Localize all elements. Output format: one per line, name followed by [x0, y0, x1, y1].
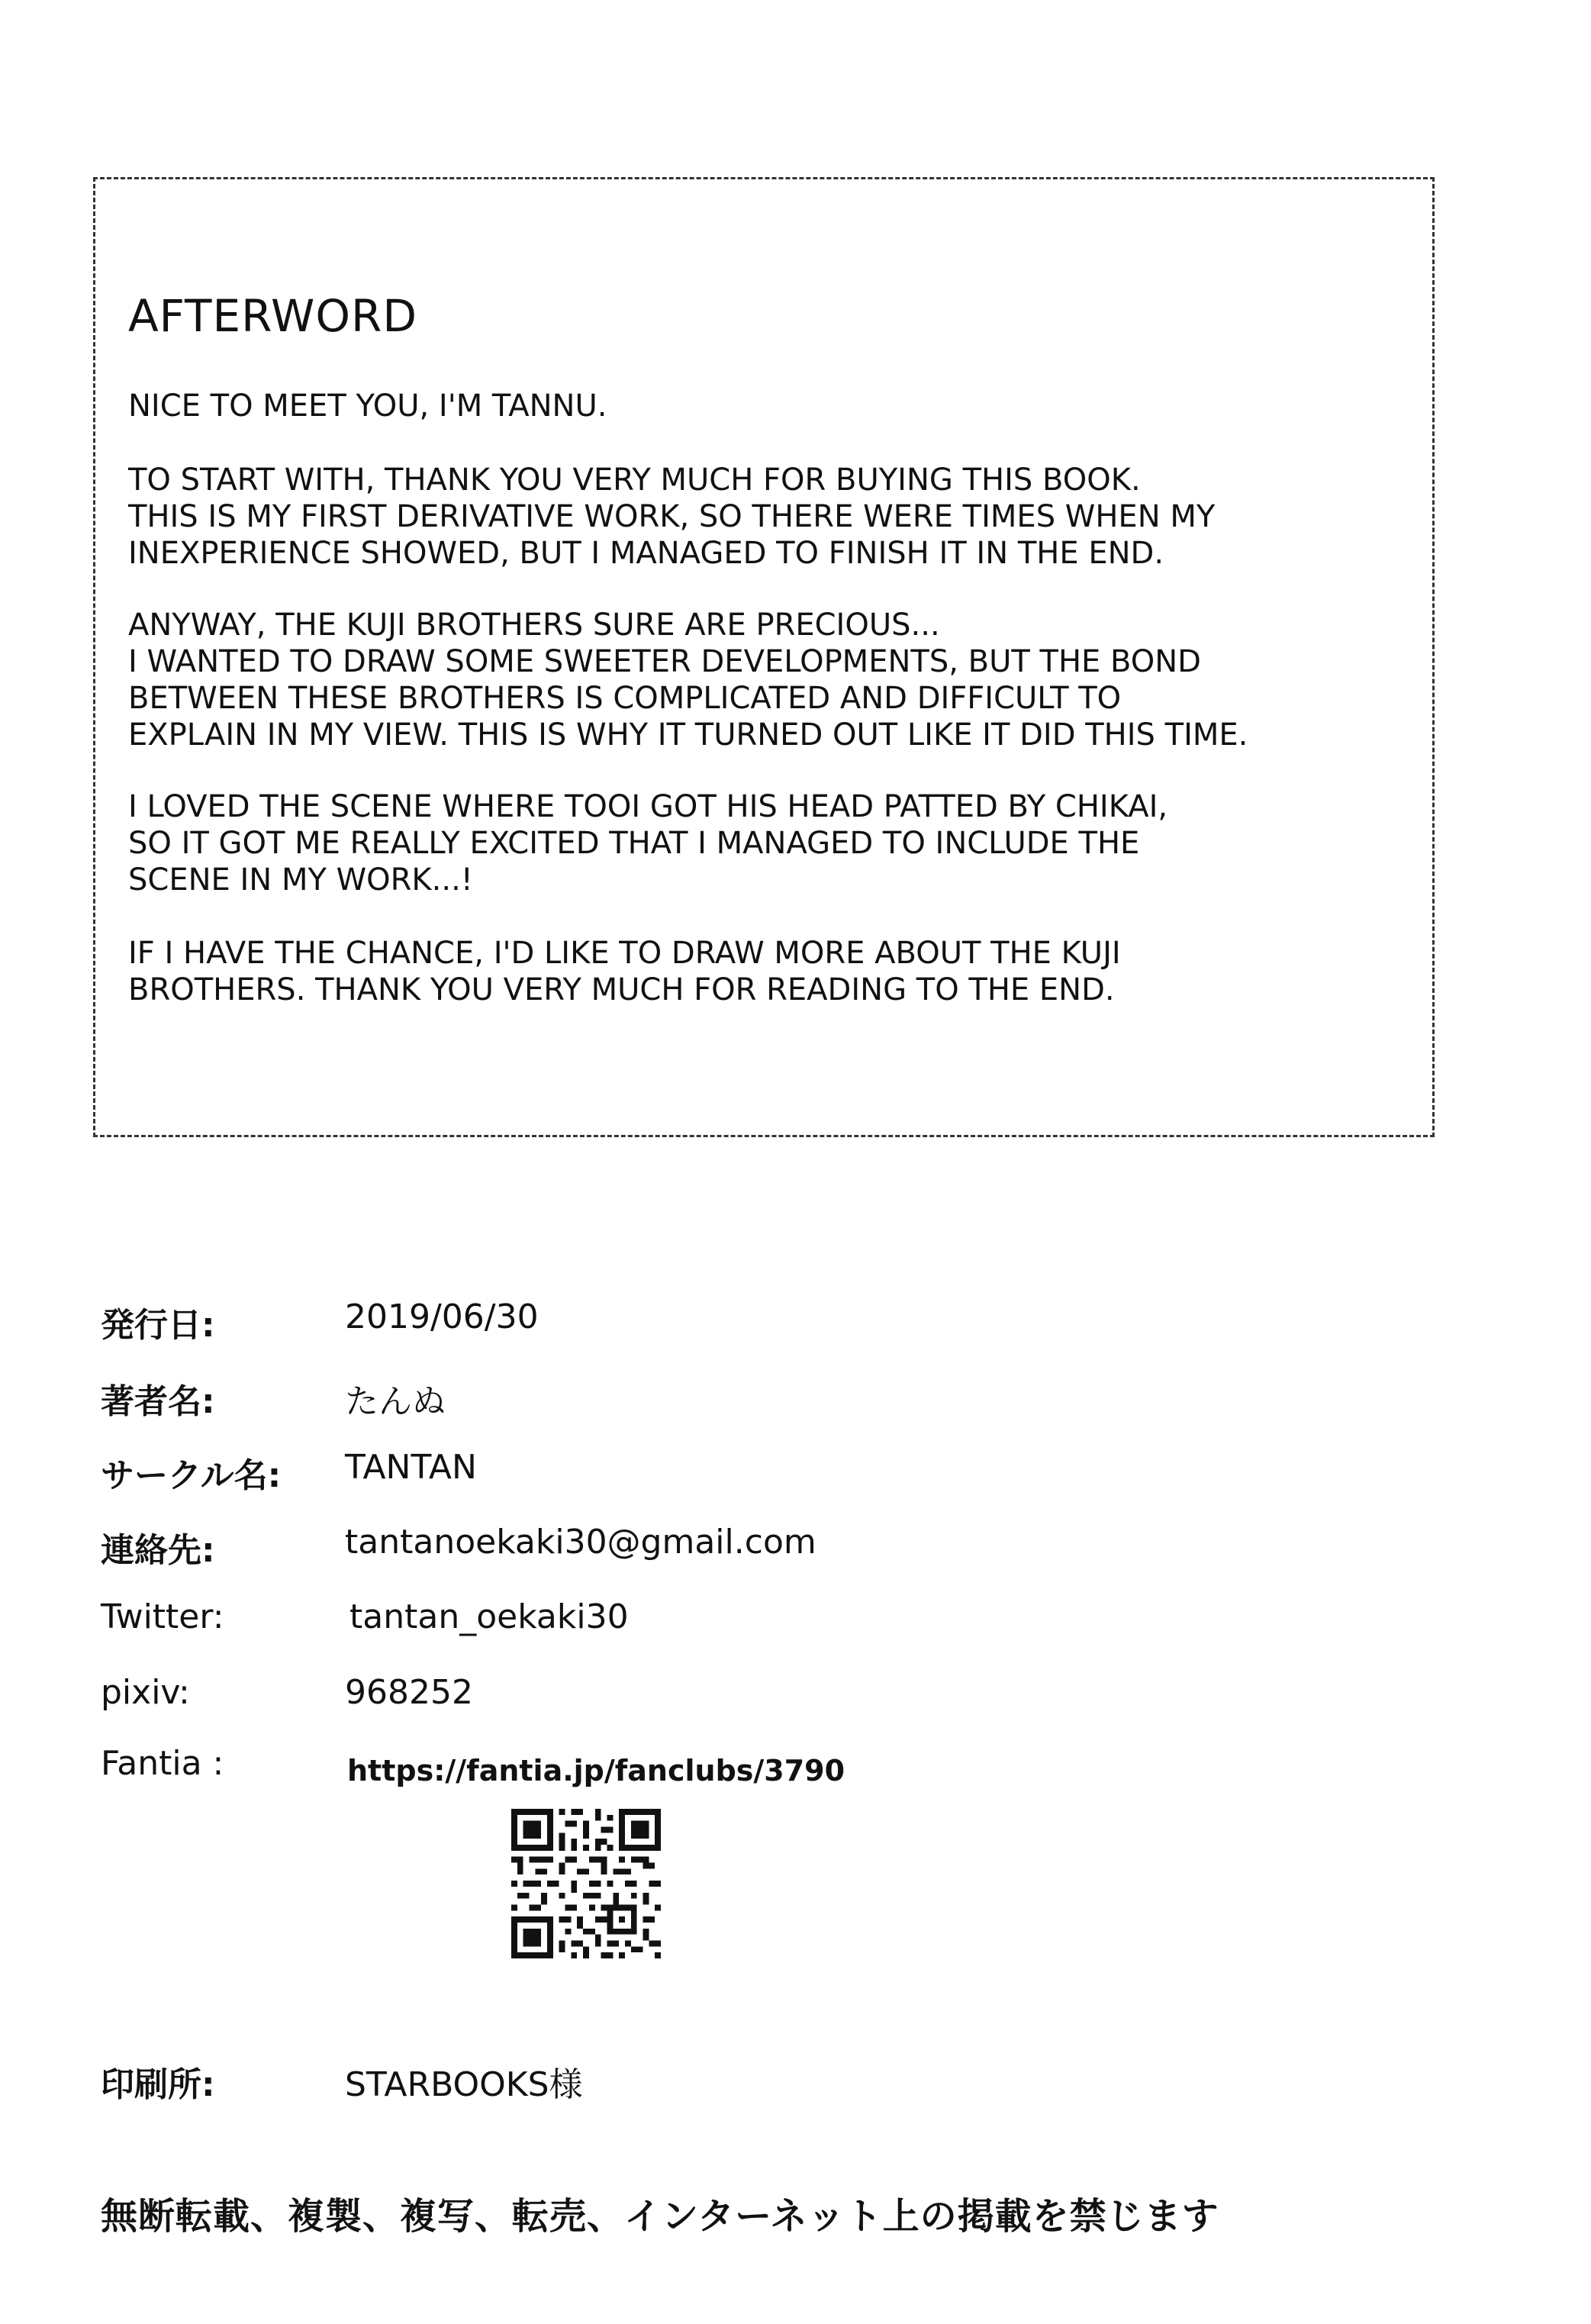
contact-label: 連絡先: — [101, 1531, 215, 1570]
twitter-label: Twitter: — [101, 1597, 224, 1636]
printer-label: 印刷所: — [101, 2065, 215, 2104]
afterword-paragraph: NICE TO MEET YOU, I'M TANNU. — [128, 388, 607, 424]
twitter-handle: tantan_oekaki30 — [349, 1597, 629, 1636]
issue-date-label: 発行日: — [101, 1306, 215, 1345]
fantia-label: Fantia : — [101, 1744, 224, 1783]
issue-date-value: 2019/06/30 — [345, 1297, 539, 1336]
copyright-notice: 無断転載、複製、複写、転売、インターネット上の掲載を禁じます — [101, 2195, 1219, 2238]
afterword-title: AFTERWORD — [128, 290, 418, 342]
afterword-paragraph: IF I HAVE THE CHANCE, I'D LIKE TO DRAW MORE ABOUT THE KUJI BROTHERS. THANK YOU VERY MUCH FOR READING TO THE END. — [128, 936, 1121, 1007]
contact-email: tantanoekaki30@gmail.com — [345, 1523, 816, 1562]
afterword-paragraph: I LOVED THE SCENE WHERE TOOI GOT HIS HEAD PATTED BY CHIKAI, SO IT GOT ME REALLY EXCITED THAT I MANAGED TO INCLUDE THE SCENE IN MY WORK...! — [128, 789, 1168, 898]
fantia-url: https://fantia.jp/fanclubs/3790 — [347, 1754, 845, 1787]
author-value: たんぬ — [345, 1382, 446, 1421]
afterword-paragraph: ANYWAY, THE KUJI BROTHERS SURE ARE PRECIOUS... I WANTED TO DRAW SOME SWEETER DEVELOPMENTS, BUT THE BOND BETWEEN THESE BROTHERS IS COMPLICATED AND DIFFICULT TO EXPLAIN IN MY VIEW. THIS IS WHY IT TURNED OUT LIKE IT DID THIS TIME. — [128, 608, 1248, 753]
circle-value: TANTAN — [345, 1448, 477, 1487]
pixiv-id: 968252 — [345, 1673, 473, 1712]
author-label: 著者名: — [101, 1382, 215, 1421]
qr-code-icon — [511, 1809, 661, 1958]
afterword-paragraph: TO START WITH, THANK YOU VERY MUCH FOR BUYING THIS BOOK. THIS IS MY FIRST DERIVATIVE WORK, SO THERE WERE TIMES WHEN MY INEXPERIENCE SHOWED, BUT I MANAGED TO FINISH IT IN THE END. — [128, 463, 1216, 571]
pixiv-label: pixiv: — [101, 1673, 190, 1712]
printer-value: STARBOOKS様 — [345, 2065, 583, 2104]
circle-label: サークル名: — [101, 1456, 282, 1495]
